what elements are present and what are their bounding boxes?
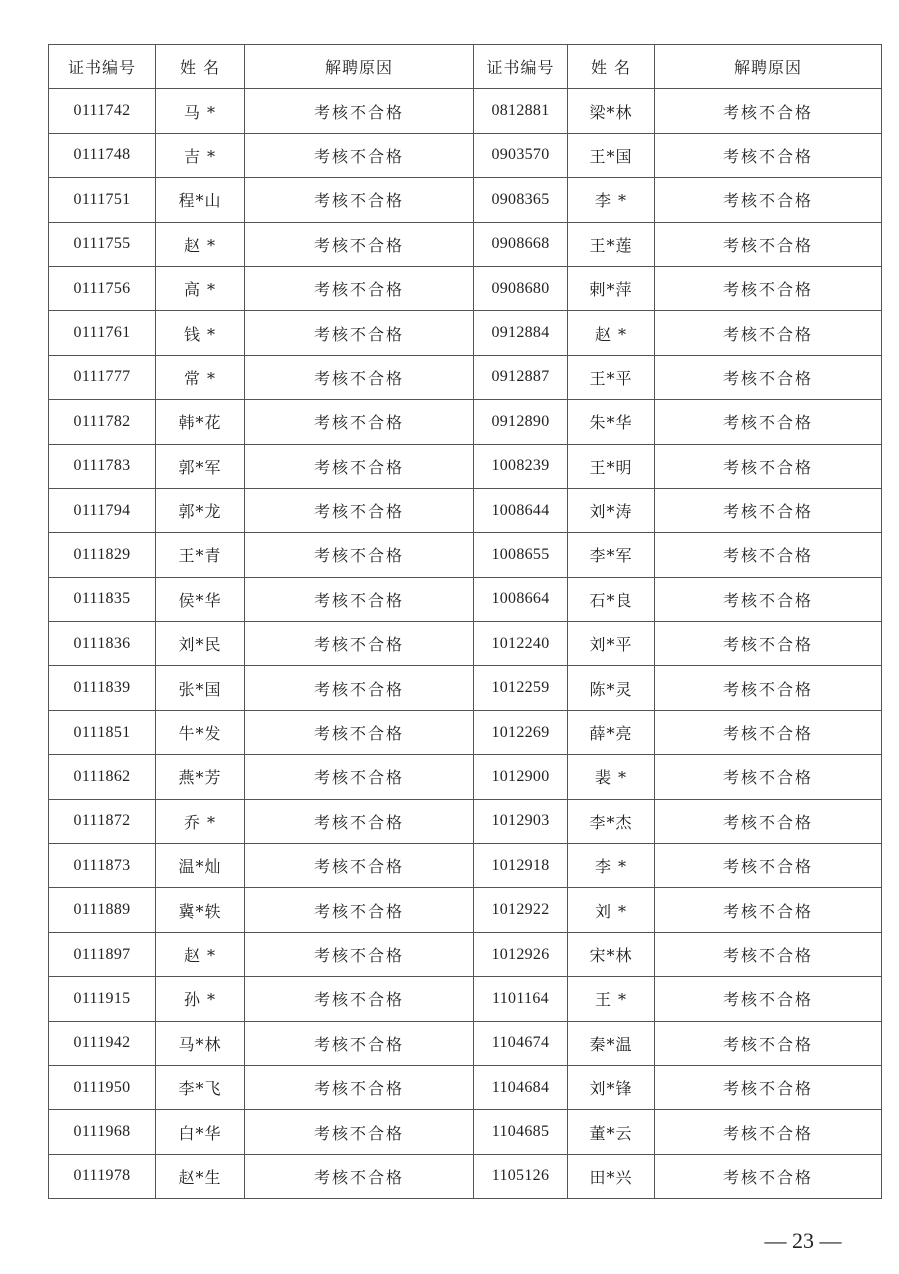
cert-number-cell: 0111756	[49, 266, 156, 310]
cert-number-cell: 0111889	[49, 888, 156, 932]
reason-cell: 考核不合格	[655, 844, 882, 888]
reason-cell: 考核不合格	[245, 1154, 474, 1198]
table-row	[49, 355, 882, 399]
table-row	[49, 622, 882, 666]
cert-number-cell: 1104685	[474, 1110, 568, 1154]
name-cell: 田*兴	[568, 1154, 655, 1198]
cert-number-cell: 1104674	[474, 1021, 568, 1065]
cert-number-cell: 0111839	[49, 666, 156, 710]
name-cell: 陈*灵	[568, 666, 655, 710]
reason-cell: 考核不合格	[245, 355, 474, 399]
cert-number-cell: 1101164	[474, 977, 568, 1021]
name-cell: 刘 *	[568, 888, 655, 932]
reason-cell: 考核不合格	[655, 400, 882, 444]
cert-number-cell: 0111950	[49, 1065, 156, 1109]
cert-number-cell: 0111829	[49, 533, 156, 577]
name-cell: 赵 *	[156, 932, 245, 976]
cert-number-cell: 0111761	[49, 311, 156, 355]
reason-cell: 考核不合格	[245, 622, 474, 666]
reason-cell: 考核不合格	[655, 710, 882, 754]
name-cell: 马*林	[156, 1021, 245, 1065]
cert-number-cell: 1008655	[474, 533, 568, 577]
cert-number-cell: 0111942	[49, 1021, 156, 1065]
reason-cell: 考核不合格	[245, 666, 474, 710]
cert-number-cell: 0912887	[474, 355, 568, 399]
reason-cell: 考核不合格	[245, 888, 474, 932]
name-cell: 秦*温	[568, 1021, 655, 1065]
reason-cell: 考核不合格	[245, 400, 474, 444]
table-row	[49, 666, 882, 710]
header-cert-number: 证书编号	[49, 45, 156, 89]
name-cell: 吉 *	[156, 133, 245, 177]
reason-cell: 考核不合格	[245, 133, 474, 177]
reason-cell: 考核不合格	[655, 355, 882, 399]
reason-cell: 考核不合格	[655, 1065, 882, 1109]
reason-cell: 考核不合格	[245, 488, 474, 532]
reason-cell: 考核不合格	[655, 932, 882, 976]
name-cell: 宋*林	[568, 932, 655, 976]
name-cell: 王*平	[568, 355, 655, 399]
name-cell: 刘*涛	[568, 488, 655, 532]
cert-number-cell: 1104684	[474, 1065, 568, 1109]
cert-number-cell: 0111782	[49, 400, 156, 444]
reason-cell: 考核不合格	[655, 977, 882, 1021]
name-cell: 燕*芳	[156, 755, 245, 799]
cert-number-cell: 0111915	[49, 977, 156, 1021]
name-cell: 李*杰	[568, 799, 655, 843]
reason-cell: 考核不合格	[245, 1110, 474, 1154]
reason-cell: 考核不合格	[655, 178, 882, 222]
name-cell: 韩*花	[156, 400, 245, 444]
header-reason: 解聘原因	[655, 45, 882, 89]
name-cell: 牛*发	[156, 710, 245, 754]
cert-number-cell: 0912884	[474, 311, 568, 355]
page-number: — 23 —	[764, 1228, 842, 1253]
table-row	[49, 844, 882, 888]
reason-cell: 考核不合格	[655, 488, 882, 532]
table-row	[49, 888, 882, 932]
table-row	[49, 1021, 882, 1065]
table-row	[49, 89, 882, 133]
cert-number-cell: 1012922	[474, 888, 568, 932]
cert-number-cell: 0111783	[49, 444, 156, 488]
cert-number-cell: 1012269	[474, 710, 568, 754]
cert-number-cell: 0111836	[49, 622, 156, 666]
table-row	[49, 266, 882, 310]
name-cell: 郭*军	[156, 444, 245, 488]
name-cell: 刘*锋	[568, 1065, 655, 1109]
reason-cell: 考核不合格	[655, 577, 882, 621]
name-cell: 侯*华	[156, 577, 245, 621]
reason-cell: 考核不合格	[245, 222, 474, 266]
name-cell: 孙 *	[156, 977, 245, 1021]
reason-cell: 考核不合格	[655, 89, 882, 133]
reason-cell: 考核不合格	[655, 133, 882, 177]
cert-number-cell: 1012903	[474, 799, 568, 843]
cert-number-cell: 1008239	[474, 444, 568, 488]
reason-cell: 考核不合格	[655, 1021, 882, 1065]
cert-number-cell: 0912890	[474, 400, 568, 444]
cert-number-cell: 0111968	[49, 1110, 156, 1154]
name-cell: 赵 *	[568, 311, 655, 355]
name-cell: 常 *	[156, 355, 245, 399]
name-cell: 温*灿	[156, 844, 245, 888]
cert-number-cell: 1012900	[474, 755, 568, 799]
table-row	[49, 533, 882, 577]
cert-number-cell: 0111851	[49, 710, 156, 754]
reason-cell: 考核不合格	[245, 1021, 474, 1065]
name-cell: 乔 *	[156, 799, 245, 843]
name-cell: 郭*龙	[156, 488, 245, 532]
name-cell: 王*青	[156, 533, 245, 577]
name-cell: 刘*平	[568, 622, 655, 666]
name-cell: 冀*轶	[156, 888, 245, 932]
table-row	[49, 488, 882, 532]
reason-cell: 考核不合格	[655, 666, 882, 710]
table-row	[49, 755, 882, 799]
reason-cell: 考核不合格	[245, 755, 474, 799]
reason-cell: 考核不合格	[655, 799, 882, 843]
header-reason: 解聘原因	[245, 45, 474, 89]
name-cell: 高 *	[156, 266, 245, 310]
table-row	[49, 710, 882, 754]
table-row	[49, 1154, 882, 1198]
name-cell: 张*国	[156, 666, 245, 710]
name-cell: 薛*亮	[568, 710, 655, 754]
name-cell: 董*云	[568, 1110, 655, 1154]
name-cell: 李 *	[568, 178, 655, 222]
reason-cell: 考核不合格	[655, 311, 882, 355]
cert-number-cell: 0111748	[49, 133, 156, 177]
name-cell: 赵 *	[156, 222, 245, 266]
name-cell: 王*明	[568, 444, 655, 488]
reason-cell: 考核不合格	[655, 1154, 882, 1198]
name-cell: 赵*生	[156, 1154, 245, 1198]
header-name: 姓 名	[568, 45, 655, 89]
cert-number-cell: 0111794	[49, 488, 156, 532]
reason-cell: 考核不合格	[245, 799, 474, 843]
reason-cell: 考核不合格	[655, 533, 882, 577]
reason-cell: 考核不合格	[245, 533, 474, 577]
name-cell: 李*军	[568, 533, 655, 577]
table-body	[49, 89, 882, 1199]
cert-number-cell: 0111755	[49, 222, 156, 266]
reason-cell: 考核不合格	[245, 89, 474, 133]
name-cell: 马 *	[156, 89, 245, 133]
reason-cell: 考核不合格	[655, 622, 882, 666]
dismissal-table	[48, 44, 882, 1199]
reason-cell: 考核不合格	[245, 710, 474, 754]
cert-number-cell: 0908365	[474, 178, 568, 222]
name-cell: 裴 *	[568, 755, 655, 799]
reason-cell: 考核不合格	[245, 444, 474, 488]
table-row	[49, 178, 882, 222]
cert-number-cell: 0111835	[49, 577, 156, 621]
table-row	[49, 133, 882, 177]
table-row	[49, 577, 882, 621]
cert-number-cell: 1012918	[474, 844, 568, 888]
name-cell: 王 *	[568, 977, 655, 1021]
reason-cell: 考核不合格	[245, 178, 474, 222]
table-header-row	[49, 45, 882, 89]
header-name: 姓 名	[156, 45, 245, 89]
table-row	[49, 932, 882, 976]
table-row	[49, 977, 882, 1021]
cert-number-cell: 0111873	[49, 844, 156, 888]
table-row	[49, 1110, 882, 1154]
table-row	[49, 222, 882, 266]
reason-cell: 考核不合格	[245, 577, 474, 621]
name-cell: 王*莲	[568, 222, 655, 266]
table-row	[49, 444, 882, 488]
reason-cell: 考核不合格	[245, 266, 474, 310]
cert-number-cell: 0812881	[474, 89, 568, 133]
name-cell: 剌*萍	[568, 266, 655, 310]
reason-cell: 考核不合格	[655, 266, 882, 310]
name-cell: 程*山	[156, 178, 245, 222]
table-row	[49, 400, 882, 444]
name-cell: 刘*民	[156, 622, 245, 666]
cert-number-cell: 1012240	[474, 622, 568, 666]
cert-number-cell: 0111742	[49, 89, 156, 133]
table-row	[49, 311, 882, 355]
reason-cell: 考核不合格	[245, 977, 474, 1021]
cert-number-cell: 1008644	[474, 488, 568, 532]
cert-number-cell: 0111897	[49, 932, 156, 976]
cert-number-cell: 1105126	[474, 1154, 568, 1198]
cert-number-cell: 1012926	[474, 932, 568, 976]
cert-number-cell: 0111978	[49, 1154, 156, 1198]
name-cell: 白*华	[156, 1110, 245, 1154]
reason-cell: 考核不合格	[655, 755, 882, 799]
table-row	[49, 799, 882, 843]
cert-number-cell: 0111751	[49, 178, 156, 222]
name-cell: 李 *	[568, 844, 655, 888]
cert-number-cell: 0908680	[474, 266, 568, 310]
name-cell: 王*国	[568, 133, 655, 177]
cert-number-cell: 0111862	[49, 755, 156, 799]
cert-number-cell: 1008664	[474, 577, 568, 621]
cert-number-cell: 0908668	[474, 222, 568, 266]
reason-cell: 考核不合格	[655, 444, 882, 488]
header-cert-number: 证书编号	[474, 45, 568, 89]
name-cell: 梁*林	[568, 89, 655, 133]
reason-cell: 考核不合格	[655, 222, 882, 266]
cert-number-cell: 0903570	[474, 133, 568, 177]
reason-cell: 考核不合格	[245, 844, 474, 888]
cert-number-cell: 0111777	[49, 355, 156, 399]
cert-number-cell: 0111872	[49, 799, 156, 843]
cert-number-cell: 1012259	[474, 666, 568, 710]
reason-cell: 考核不合格	[655, 1110, 882, 1154]
name-cell: 朱*华	[568, 400, 655, 444]
name-cell: 李*飞	[156, 1065, 245, 1109]
reason-cell: 考核不合格	[245, 311, 474, 355]
reason-cell: 考核不合格	[245, 932, 474, 976]
name-cell: 石*良	[568, 577, 655, 621]
reason-cell: 考核不合格	[245, 1065, 474, 1109]
name-cell: 钱 *	[156, 311, 245, 355]
table-row	[49, 1065, 882, 1109]
reason-cell: 考核不合格	[655, 888, 882, 932]
